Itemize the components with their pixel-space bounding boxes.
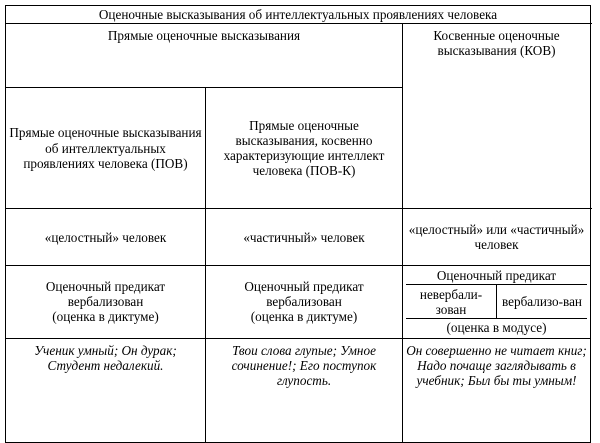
cell-person-type-pov-k: «частичный» человек xyxy=(206,209,403,266)
header-indirect-group: Косвенные оценочные высказывания (КОВ) xyxy=(403,24,591,209)
table-caption: Оценочные высказывания об интеллектуальных проявлениях человека xyxy=(6,6,591,24)
predicate-pov-line1: Оценочный предикат xyxy=(45,279,166,295)
table-row-examples xyxy=(6,338,591,442)
cell-kov-verbalized: вербализо-ван xyxy=(497,285,588,319)
cell-examples-kov: Он совершенно не читает книг; Надо почаще заглядывать в учебник; Был бы ты умным! xyxy=(403,338,591,442)
cell-kov-predicate-footer: (оценка в модусе) xyxy=(406,319,587,337)
cell-predicate-pov xyxy=(6,266,206,339)
predicate-pov-line3: (оценка в диктуме) xyxy=(52,309,159,325)
predicate-pov-line2: вербализован xyxy=(67,294,144,310)
kov-predicate-subtable xyxy=(406,267,587,337)
table-row-group-headers xyxy=(6,24,591,88)
predicate-pov-k-line1: Оценочный предикат xyxy=(244,279,364,295)
table-row-caption xyxy=(6,6,591,24)
predicate-pov-k-line3: (оценка в диктуме) xyxy=(250,309,358,325)
cell-person-type-kov: «целостный» или «частичный» человек xyxy=(403,209,591,266)
header-pov-k: Прямые оценочные высказывания, косвенно характеризующие интеллект человека (ПОВ-К) xyxy=(206,88,403,209)
kov-predicate-footer-row xyxy=(406,319,587,337)
cell-kov-predicate-header: Оценочный предикат xyxy=(436,268,557,284)
table-row-predicate xyxy=(6,266,591,339)
cell-predicate-kov xyxy=(403,266,591,339)
cell-person-type-pov: «целостный» человек xyxy=(6,209,206,266)
kov-predicate-split-row xyxy=(406,285,587,319)
cell-predicate-pov-k xyxy=(206,266,403,339)
cell-examples-pov-k: Твои слова глупые; Умное сочинение!; Его поступок глупость. xyxy=(206,338,403,442)
evaluative-statements-table xyxy=(5,5,591,443)
table-row-person-type xyxy=(6,209,591,266)
kov-predicate-header-row xyxy=(406,267,587,285)
header-direct-group: Прямые оценочные высказывания xyxy=(6,24,403,88)
predicate-pov-k-line2: вербализован xyxy=(266,294,342,310)
cell-kov-nonverbalized: невербали-зован xyxy=(406,285,497,319)
header-pov: Прямые оценочные высказывания об интеллектуальных проявлениях человека (ПОВ) xyxy=(6,88,206,209)
cell-examples-pov: Ученик умный; Он дурак; Студент недалекий. xyxy=(6,338,206,442)
